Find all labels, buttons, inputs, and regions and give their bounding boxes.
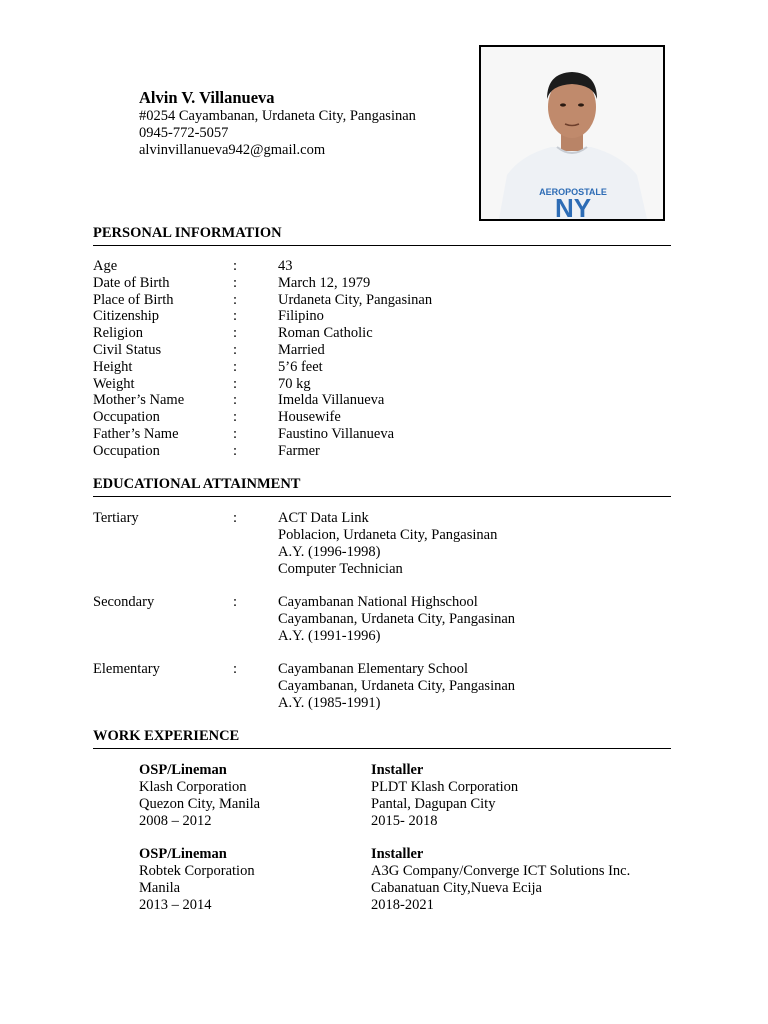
field-label: Citizenship bbox=[93, 308, 160, 325]
field-separator: : bbox=[233, 291, 238, 308]
job-years: 2008 – 2012 bbox=[139, 813, 212, 829]
job-location: Cabanatuan City,Nueva Ecija bbox=[371, 880, 542, 896]
work-entry bbox=[371, 846, 630, 914]
field-value: Imelda Villanueva bbox=[278, 392, 385, 409]
education-details bbox=[278, 510, 497, 578]
education-entry bbox=[93, 661, 653, 712]
job-location: Manila bbox=[139, 880, 181, 896]
education-detail-line: Cayambanan Elementary School bbox=[278, 661, 469, 677]
field-label: Height bbox=[93, 358, 133, 375]
field-label: Occupation bbox=[93, 442, 160, 459]
field-label: Civil Status bbox=[93, 341, 162, 358]
field-separator: : bbox=[233, 258, 238, 274]
field-separator: : bbox=[233, 409, 238, 426]
education-entry bbox=[93, 594, 653, 645]
work-entry bbox=[139, 846, 255, 914]
field-separator: : bbox=[233, 308, 238, 325]
education-detail-line: A.Y. (1985-1991) bbox=[278, 695, 381, 711]
field-value: March 12, 1979 bbox=[278, 274, 371, 291]
job-title: Installer bbox=[371, 762, 424, 778]
work-entry bbox=[371, 762, 518, 830]
education-detail-line: Cayambanan National Highschool bbox=[278, 594, 478, 610]
education-detail-line: A.Y. (1991-1996) bbox=[278, 628, 381, 644]
job-years: 2013 – 2014 bbox=[139, 897, 212, 913]
field-value: 70 kg bbox=[278, 375, 311, 392]
field-value: Farmer bbox=[278, 442, 320, 459]
field-label: Age bbox=[93, 258, 118, 274]
field-separator: : bbox=[233, 341, 238, 358]
field-separator: : bbox=[233, 425, 238, 442]
field-separator: : bbox=[233, 510, 238, 526]
field-value: Married bbox=[278, 341, 325, 358]
field-value: Faustino Villanueva bbox=[278, 425, 395, 442]
employer: A3G Company/Converge ICT Solutions Inc. bbox=[371, 863, 631, 879]
education-detail-line: Computer Technician bbox=[278, 561, 403, 577]
field-separator: : bbox=[233, 274, 238, 291]
educational-attainment-heading: EDUCATIONAL ATTAINMENT bbox=[93, 476, 671, 497]
field-label: Religion bbox=[93, 325, 143, 342]
field-separator: : bbox=[233, 325, 238, 342]
work-experience-heading: WORK EXPERIENCE bbox=[93, 728, 671, 749]
job-location: Quezon City, Manila bbox=[139, 796, 261, 812]
field-value: Urdaneta City, Pangasinan bbox=[278, 291, 433, 308]
field-label: Mother’s Name bbox=[93, 392, 185, 409]
field-value: 43 bbox=[278, 258, 293, 274]
education-level: Elementary bbox=[93, 661, 160, 677]
email-address: alvinvillanueva942@gmail.com bbox=[139, 142, 326, 158]
field-separator: : bbox=[233, 358, 238, 375]
applicant-photo bbox=[479, 45, 665, 221]
field-value: 5’6 feet bbox=[278, 358, 323, 375]
job-title: OSP/Lineman bbox=[139, 846, 227, 862]
education-level: Secondary bbox=[93, 594, 155, 610]
job-years: 2018-2021 bbox=[371, 897, 434, 913]
education-details bbox=[278, 594, 515, 645]
applicant-name: Alvin V. Villanueva bbox=[139, 88, 275, 107]
personal-information-heading: PERSONAL INFORMATION bbox=[93, 225, 671, 246]
field-label: Occupation bbox=[93, 409, 160, 426]
education-detail-line: Cayambanan, Urdaneta City, Pangasinan bbox=[278, 678, 516, 694]
contact-header bbox=[139, 88, 416, 159]
address-line: #0254 Cayambanan, Urdaneta City, Pangasinan bbox=[139, 108, 416, 124]
field-separator: : bbox=[233, 661, 238, 677]
field-value: Roman Catholic bbox=[278, 325, 373, 342]
svg-text:NY: NY bbox=[554, 193, 592, 219]
education-detail-line: Cayambanan, Urdaneta City, Pangasinan bbox=[278, 611, 516, 627]
employer: PLDT Klash Corporation bbox=[371, 779, 519, 795]
job-title: Installer bbox=[371, 846, 424, 862]
job-years: 2015- 2018 bbox=[371, 813, 438, 829]
field-label: Weight bbox=[93, 375, 135, 392]
education-details bbox=[278, 661, 515, 712]
field-separator: : bbox=[233, 375, 238, 392]
field-separator: : bbox=[233, 442, 238, 459]
education-detail-line: A.Y. (1996-1998) bbox=[278, 544, 381, 560]
field-separator: : bbox=[233, 594, 238, 610]
field-label: Date of Birth bbox=[93, 274, 170, 291]
education-level: Tertiary bbox=[93, 510, 139, 526]
job-title: OSP/Lineman bbox=[139, 762, 227, 778]
employer: Klash Corporation bbox=[139, 779, 247, 795]
phone-number: 0945-772-5057 bbox=[139, 125, 229, 141]
education-detail-line: ACT Data Link bbox=[278, 510, 369, 526]
education-entry bbox=[93, 510, 653, 578]
shirt-logo-text: AEROPOSTALE bbox=[539, 187, 607, 197]
employer: Robtek Corporation bbox=[139, 863, 255, 879]
field-label: Place of Birth bbox=[93, 291, 174, 308]
work-entry bbox=[139, 762, 260, 830]
field-label: Father’s Name bbox=[93, 425, 179, 442]
field-value: Filipino bbox=[278, 308, 324, 325]
portrait-illustration bbox=[481, 47, 663, 219]
field-value: Housewife bbox=[278, 409, 341, 426]
field-separator: : bbox=[233, 392, 238, 409]
job-location: Pantal, Dagupan City bbox=[371, 796, 496, 812]
education-detail-line: Poblacion, Urdaneta City, Pangasinan bbox=[278, 527, 498, 543]
